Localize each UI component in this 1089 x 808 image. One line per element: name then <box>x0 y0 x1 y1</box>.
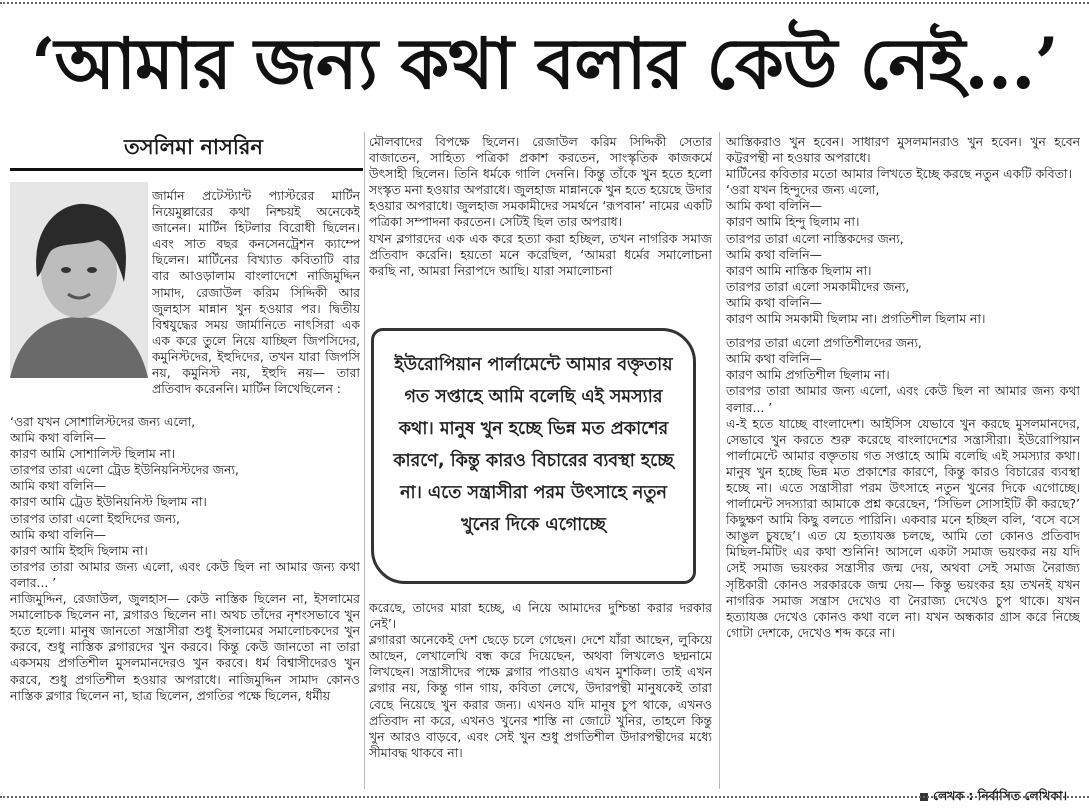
article-column-1 <box>10 414 360 792</box>
poem-line: আমি কথা বলিনি— <box>10 526 107 542</box>
poem-line: কারণ আমি ট্রেড ইউনিয়নিস্ট ছিলাম না। <box>10 494 207 510</box>
poem-line: আমি কথা বলিনি— <box>10 478 107 494</box>
paragraph: এ-ই হতে যাচ্ছে বাংলাদেশ। আইসিস যেভাবে খুন করছে মুসলমানদের, সেভাবে খুন করতে শুরু করেছে বাংলাদেশের সন্ত্রাসীরা। ইউরোপিয়ান পার্লামেন্টে আমার বক্তৃতায় গত সপ্তাহে আমি বলেছি এই সমস্যার কথা। মানুষ খুন হচ্ছে ভিন্ন মত প্রকাশের কারণে, কিন্তু কারও বিচারের ব্যবস্থা হচ্ছে না। এতে সন্ত্রাসীরা পরম উৎসাহে নতুন খুনের দিকে এগোচ্ছে। পার্লামেন্ট সদস্যারা আমাকে প্রশ্ন করেছেন, ‘সিভিল সোসাইটি কী করছে?’ কিছুক্ষণ আমি কিছু বলতে পারিনি। একবার মনে হচ্ছিল বলি, ‘বসে বসে আঙুল চুষছে’। এত যে হত্যাযজ্ঞ চলছে, আমি তো কোনও প্রতিবাদ মিছিল-মিটিং এর কথা শুনিনি! আসলে একটা সমাজ ভয়ংকর নয় যদি সেই সমাজ ভয়ংকর সন্ত্রাসীর জন্ম দেয়, অথবা সেই সমাজ নৈরাজ্য সৃষ্টিকারী কোনও সরকারকে জন্ম দেয়— কিন্তু ভয়ংকর হয় তখনই যখন নাগরিক সমাজ সন্ত্রাস দেখেও বা নৈরাজ্য দেখেও চুপ থাকে। যখন হত্যাযজ্ঞ দেখেও কোনও কথা বলে না। যখন অন্ধকার গ্রাস করে নিচ্ছে গোটা দেশকে, দেখেও শব্দ করে না। <box>726 415 1080 640</box>
poem-line: তারপর তারা এলো নাস্তিকদের জন্য, <box>726 230 904 246</box>
poem-line: ‘ওরা যখন সোশালিস্টদের জন্য এলো, <box>10 414 196 429</box>
poem-line: কারণ আমি সমকামী ছিলাম না। প্রগতিশীল ছিলাম না। <box>726 311 986 327</box>
poem-line: তারপর তারা আমার জন্য এলো, এবং কেউ ছিল না আমার জন্য কথা বলার... ’ <box>726 383 1080 415</box>
poem-line: আমি কথা বলিনি— <box>726 198 823 214</box>
paragraph: জার্মান প্রটেস্ট্যান্ট প্যাস্টরের মার্টিন নিয়েমুল্লারের কথা নিশ্চয়ই অনেকেই জানেন। মার্টিন হিটলার বিরোধী ছিলেন। এবং সাত বছর কনসেনট্রেশন ক্যাম্পে ছিলেন। মার্টিনের বিখ্যাত কবিতাটি বার বার আওড়ালাম বাংলাদেশে নাজিমুদ্দিন সামাদ, রেজাউল করিম সিদ্দিকী আর জুলহাস মান্নান খুন হওয়ার পর। দ্বিতীয় বিশ্বযুদ্ধের সময় জার্মানিতে নাৎসিরা এক এক করে তুলে নিয়ে যাচ্ছিল জিপসিদের, কমুনিস্টদের, ইহুদিদের, তখন যারা জিপসি নয়, কমুনিস্ট নয়, ইহুদি নয়— তারা প্রতিবাদ করেননি। মার্টিন লিখেছিলেন : <box>152 188 360 397</box>
column-divider <box>364 132 365 789</box>
poem-line: তারপর তারা এলো ট্রেড ইউনিয়নিস্টদের জন্য, <box>10 462 239 478</box>
poem-line: আমি কথা বলিনি— <box>10 430 107 446</box>
author-photo <box>10 182 148 378</box>
paragraph: মার্টিনের কবিতার মতো আমার লিখতে ইচ্ছে করছে নতুন একটি কবিতা। <box>726 166 1072 182</box>
author-note-text: নির্বাসিত লেখিকা। <box>977 788 1068 803</box>
article-column-1-top <box>152 188 360 414</box>
poem-line: আমি কথা বলিনি— <box>726 294 823 310</box>
poem-line: ‘ওরা যখন হিন্দুদের জন্য এলো, <box>726 182 880 198</box>
article-column-2-top <box>369 134 712 322</box>
pull-quote: ইউরোপিয়ান পার্লামেন্টে আমার বক্তৃতায় গত সপ্তাহে আমি বলেছি এই সমস্যার কথা। মানুষ খুন হচ্ছে ভিন্ন মত প্রকাশের কারণে, কিন্তু কারও বিচারের ব্যবস্থা হচ্ছে না। এতে সন্ত্রাসীরা পরম উৎসাহে নতুন খুনের দিকে এগোচ্ছে <box>371 328 696 584</box>
paragraph: ব্লগাররা অনেকেই দেশ ছেড়ে চলে গেছেন। দেশে যাঁরা আছেন, লুকিয়ে আছেন, লেখালেখি বন্ধ করে দিয়েছেন, অথবা লিখলেও ছদ্মনামে লিখছেন। সন্ত্রাসীদের পক্ষে ব্লগার পাওয়াও এখন মুশকিল। তাই এখন ব্লগার নয়, কিন্তু গান গায়, কবিতা লেখে, উদারপন্থী মানুষকেই তারা বেছে নিয়েছে খুন করার জন্য। এখনও যদি মানুষ চুপ থাকে, এখনও প্রতিবাদ না করে, এখনও খুনের শাস্তি না জোটে খুনির, তাহলে কিন্তু খুন আরও বাড়বে, এবং সেই খুন শুধু প্রগতিশীল উদারপন্থীদের মধ্যে সীমাবদ্ধ থাকবে না। <box>369 632 712 760</box>
byline: তসলিমা নাসরিন <box>124 134 263 159</box>
headline: ‘আমার জন্য কথা বলার কেউ নেই...’ <box>31 22 1058 105</box>
top-dotted-rule <box>0 2 1089 4</box>
paragraph: আস্তিকরাও খুন হবেন। সাধারণ মুসলমানরাও খুন হবেন। খুন হবেন কট্টরপন্থী না হওয়ার অপরাধে। <box>726 134 1080 166</box>
poem-line: তারপর তারা আমার জন্য এলো, এবং কেউ ছিল না আমার জন্য কথা বলার... ’ <box>10 558 360 590</box>
poem-line: আমি কথা বলিনি— <box>726 246 823 262</box>
paragraph: করেছে, তাদের মারা হচ্ছে, এ নিয়ে আমাদের দুশ্চিন্তা করার দরকার নেই’। <box>369 600 712 632</box>
byline-underline <box>10 168 363 171</box>
article-column-3 <box>726 134 1080 784</box>
article-column-2-bottom <box>369 600 712 790</box>
paragraph: নাজিমুদ্দিন, রেজাউল, জুলহাস— কেউ নাস্তিক ছিলেন না, ইসলামের সমালোচক ছিলেন না, ব্লগারও ছিলেন না। অথচ তাঁদের নৃশংসভাবে খুন হতে হলো। মানুষ জানতো সন্ত্রাসীরা শুধু ইসলামের সমালোচকদের খুন করবে, শুধু নাস্তিক ব্লগারদের খুন করবে। কিন্তু কেউ জানতো না তারা একসময় প্রগতিশীল মুসলমানদেরও খুন করবে। ধর্ম বিশ্বাসীদেরও খুন করবে, শুধু প্রগতিশীল হওয়ার অপরাধে। নাজিমুদ্দিন সামাদ কোনও নাস্তিক ব্লগার ছিলেন না, ছাত্র ছিলেন, প্রগতির পক্ষে ছিলেন, ধর্মীয় <box>10 591 360 703</box>
poem-line: আমি কথা বলিনি— <box>726 351 823 367</box>
paragraph: যখন ব্লগারদের এক এক করে হত্যা করা হচ্ছিল, তখন নাগরিক সমাজ প্রতিবাদ করেনি। হয়তো মনে করেছিল, ‘আমরা ধর্মের সমালোচনা করছি না, আমরা নিরাপদে আছি। যারা সমালোচনা <box>369 230 712 278</box>
column-divider <box>719 132 720 789</box>
poem-line: তারপর তারা এলো প্রগতিশীলদের জন্য, <box>726 335 922 351</box>
poem-line: কারণ আমি নাস্তিক ছিলাম না। <box>726 262 872 278</box>
poem-line: তারপর তারা এলো সমকামীদের জন্য, <box>726 278 910 294</box>
author-note-label: লেখক : <box>933 788 974 803</box>
poem-line: তারপর তারা এলো ইহুদিদের জন্য, <box>10 510 180 526</box>
author-note <box>920 788 1067 808</box>
poem-line: কারণ আমি ইহুদি ছিলাম না। <box>10 542 148 558</box>
portrait-image <box>10 182 148 378</box>
bottom-dotted-rule <box>0 796 1089 798</box>
poem-line: কারণ আমি হিন্দু ছিলাম না। <box>726 214 860 230</box>
poem-line: কারণ আমি সোশালিস্ট ছিলাম না। <box>10 446 176 462</box>
poem-line: কারণ আমি প্রগতিশীল ছিলাম না। <box>726 367 890 383</box>
paragraph: মৌলবাদের বিপক্ষে ছিলেন। রেজাউল করিম সিদ্দিকী সেতার বাজাতেন, সাহিত্য পত্রিকা প্রকাশ করতেন, সাংস্কৃতিক কাজকর্মে উৎসাহী ছিলেন। তিনি ধর্মকে গালি দেননি। কিন্তু তাঁকে খুন হতে হলো সংস্কৃত মনা হওয়ার অপরাধে। জুলহাজ মান্নানকে খুন হতে হয়েছে উদার হওয়ার অপরাধে। জুলহাজ সমকামীদের সমর্থনে ‘রূপবান’ নামের একটি পত্রিকা সম্পাদনা করতেন। সেটিই ছিল তার অপরাধ। <box>369 134 712 230</box>
